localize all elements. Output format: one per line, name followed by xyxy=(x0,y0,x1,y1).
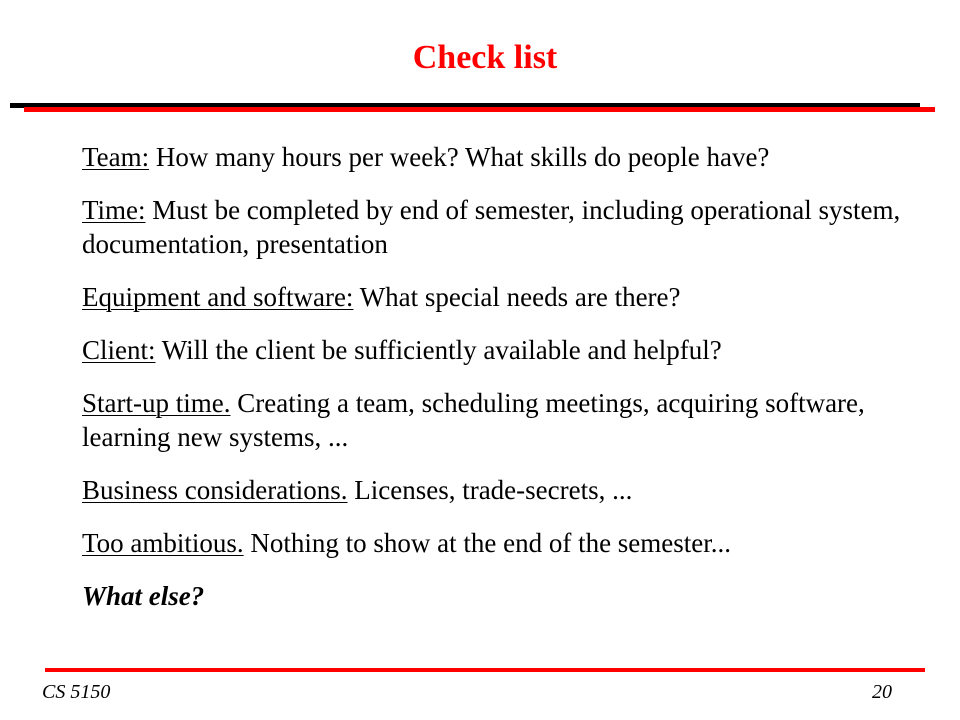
checklist-item-label: Equipment and software: xyxy=(82,282,354,312)
footer-page-number: 20 xyxy=(872,681,892,703)
checklist-item-text: Licenses, trade-secrets, ... xyxy=(347,475,633,505)
checklist-item-ambitious xyxy=(82,526,912,560)
checklist-item-text: Creating a team, scheduling meetings, acquiring software, learning new systems, ... xyxy=(82,388,865,452)
checklist-item-label: Start-up time. xyxy=(82,388,231,418)
checklist-item-time xyxy=(82,193,912,261)
checklist-item-label: Team: xyxy=(82,142,150,172)
checklist-item-text: Must be completed by end of semester, including operational system, documentation, presentation xyxy=(82,195,901,259)
checklist-item-team xyxy=(82,140,912,174)
checklist-item-label: Business considerations. xyxy=(82,475,348,505)
checklist-item-label: Client: xyxy=(82,335,156,365)
slide-title: Check list xyxy=(412,39,558,76)
checklist-item-client xyxy=(82,333,912,367)
title-divider xyxy=(10,103,935,111)
checklist xyxy=(82,140,912,632)
checklist-item-label: Too ambitious. xyxy=(82,528,244,558)
checklist-item-text: Nothing to show at the end of the semester... xyxy=(243,528,732,558)
checklist-item-startup xyxy=(82,386,912,454)
title-divider-red xyxy=(24,107,935,112)
footer-divider xyxy=(45,668,925,672)
checklist-closing: What else? xyxy=(82,581,205,611)
footer-course: CS 5150 xyxy=(42,681,111,703)
checklist-item-equipment xyxy=(82,280,912,314)
checklist-item-text: What special needs are there? xyxy=(353,282,681,312)
checklist-item-label: Time: xyxy=(82,195,146,225)
checklist-item-text: Will the client be sufficiently available and helpful? xyxy=(155,335,722,365)
checklist-item-business xyxy=(82,473,912,507)
checklist-item-text: How many hours per week? What skills do people have? xyxy=(149,142,770,172)
